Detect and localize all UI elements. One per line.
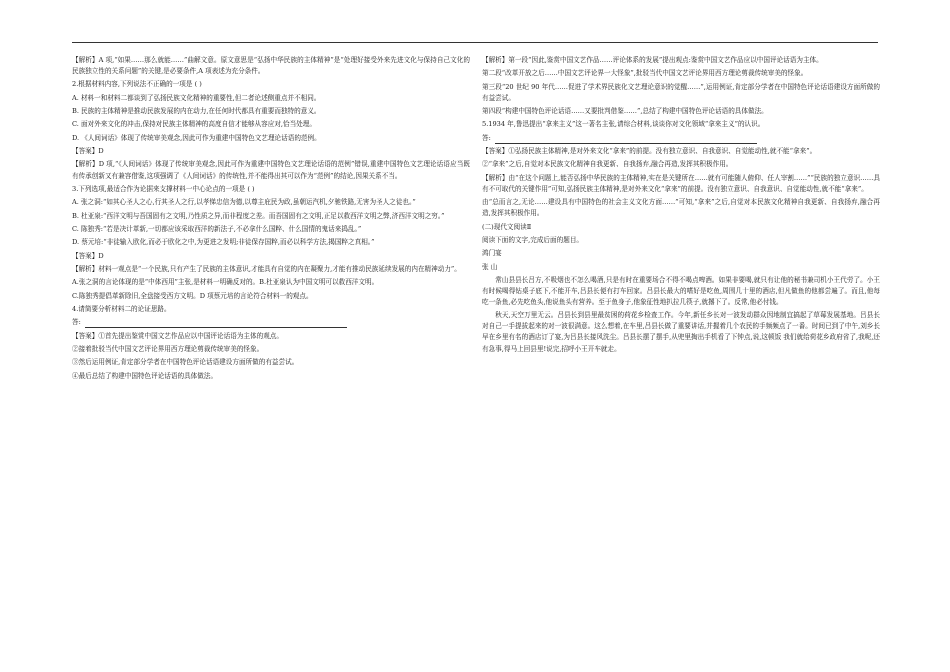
question-2: 2.根据材料内容,下列说法不正确的一项是 ( )	[72, 80, 202, 89]
answer-2: 【答案】D	[72, 147, 104, 156]
answer-4-4: ④最后总结了构建中国特色评论话语的具体做法。	[72, 371, 218, 380]
answer-3: 【答案】D	[72, 251, 104, 260]
story-paragraph-1: 常山县县长吕方,不吸烟也不怎么喝酒,只是有时在重要场合不得不喝点啤酒。如果非要喝,就只有让他的秘书兼司机小王代劳了。小王有时候喝得钻桌子底下,不能开车,吕县长便有打车回家。吕县长最大的嗜好是吃鱼,周围几十里的酒店,但凡做鱼的他都尝遍了。而且,他每吃一条鱼,必先吃鱼头,他说鱼头有营养。至于鱼身子,他象征性地扒拉几筷子,就撂下了。反常,他必付钱。	[482, 275, 880, 307]
option-2a: A. 材料一和材料二都谈到了弘扬民族文化精神的重要性,但二者论述侧重点并不相同。	[72, 93, 321, 102]
analysis-5-1: 【解析】由“在这个问题上,能否弘扬中华民族的主体精神,实在是关键所在……就有可能随人俯仰、任人宰割……”“民族的独立意识……具有不可取代的关键作用”可知,弘扬民族主体精神,是对外来文化“拿来”的前提。没有独立意识、自我意识、自觉能动性,就不能“拿来”。	[482, 173, 880, 193]
analysis-3: 【解析】材料一观点是“一个民族,只有产生了民族的主体意识,才能具有自觉的内在凝聚力,才能有推动民族延续发展的内在精神动力”。	[72, 264, 461, 273]
option-3c: C. 陈独秀:“若是决计革新,一切都应该采取西洋的新法子,不必拿什么国粹、什么国情的鬼话来捣乱。”	[72, 224, 362, 233]
header-rule	[72, 42, 878, 43]
question-4: 4.请简要分析材料二的论证思路。	[72, 304, 171, 313]
question-5: 5.1934 年,鲁迅提出“拿来主义”这一著名主张,请综合材料,谈谈你对文化领域“拿来主义”的认识。	[482, 120, 765, 129]
option-3d: D. 蔡元培:“非徒输入欧化,而必于欧化之中,为更进之发明;非徒保存国粹,而必以科学方法,揭国粹之真相。”	[72, 238, 375, 247]
answer-4-3: ③然后运用例证,肯定部分学者在中国特色评论话语建设方面所做的有益尝试。	[72, 358, 299, 367]
analysis-4-p3: 第三段“20 世纪 90 年代……促进了学术界民族化文艺理论意识的觉醒……”,运用例证,肯定部分学者在中国特色评论话语建设方面所做的有益尝试。	[482, 82, 880, 102]
reading-instruction: 阅读下面的文字,完成后面的题目。	[482, 235, 584, 244]
analysis-3-cd: C.陈独秀提倡革新除旧,全盘接受西方文明。D 项蔡元培的言论符合材料一的观点。	[72, 291, 313, 300]
story-title: 鸿门宴	[482, 249, 502, 258]
answer-4-2: ②接着批驳当代中国文艺评论界用西方理论剪裁传统审美的怪象。	[72, 344, 264, 353]
analysis-2: 【解析】D 项,“《人间词话》体现了传统审美观念,因此可作为重建中国特色文艺理论话语的范例”错误,重建中国特色文艺理论话语应当既有传承创新又有兼容借鉴,这项强调了《人间词话》的传统性,并不能得出其可以作为“范例”的结论,因果关系不当。	[72, 160, 470, 180]
analysis-4-p2: 第二段“改革开放之后……中国文艺评论界一大怪象”,批驳当代中国文艺评论界用西方理论剪裁传统审美的怪象。	[482, 69, 808, 78]
analysis-q1: 【解析】A 项,“如果……那么就能……”曲解文意。原文意思是“弘扬中华民族的主体精神”是“处理好接受外来先进文化与保持自己文化的民族独立性的关系问题”的关键,是必要条件,A 项表述为充分条件。	[72, 56, 470, 76]
answer-line-5	[482, 133, 880, 144]
option-3b: B. 杜亚泉:“西洋文明与吾国固有之文明,乃性质之异,而非程度之差。而吾国固有之文明,正足以救西洋文明之弊,济西洋文明之穷。”	[72, 211, 445, 220]
answer-line-4	[72, 317, 470, 328]
answer-prefix: 答:	[482, 133, 491, 142]
section-heading: (二)现代文阅读Ⅱ	[482, 222, 532, 231]
story-author: 张 山	[482, 262, 498, 271]
answer-prefix: 答:	[72, 318, 81, 327]
analysis-3-ab: A.张之洞的言论体现的是“中体西用”主张,是材料一明确反对的。B.杜亚泉认为中国文明可以救西洋文明。	[72, 278, 379, 287]
story-paragraph-2: 秋天,天空万里无云。吕县长到县里最贫困的荷花乡检查工作。今年,新任乡长对一波发动群众因地制宜搞起了草莓发展基地。吕县长对自己一手提拔起来的对一波很满意。这么想着,在车里,吕县长做了重要讲话,并握着几个农民的手频频点了一番。时间已到了中午,刘乡长早在乡里有名的酒店订了宴,为吕县长接风洗尘。吕县长摆了摆手,从兜里掏出手机看了下钟点,说,这顿饭 我们就给荷花乡政府省了,我呢,还有急事,得马上回县里!说完,招呼小王开车就走。	[482, 311, 880, 353]
answer-4-1: 【答案】①首先提出鉴赏中国文艺作品应以中国评论话语为主体的观点。	[72, 331, 283, 340]
answer-blank-4	[85, 320, 347, 328]
analysis-4-p4: 第四段“构建中国特色评论话语……又要批判借鉴……”,总结了构建中国特色评论话语的具体做法。	[482, 107, 768, 116]
left-column	[72, 55, 470, 384]
answer-blank-5	[495, 136, 757, 144]
option-2b: B. 民族的主体精神是推动民族发展的内在动力,在任何时代都具有重要而独特的意义。	[72, 107, 321, 116]
question-3: 3.下列选项,最适合作为论据来支撑材料一中心论点的一项是 ( )	[72, 184, 255, 193]
analysis-5-2: 由“总而言之,无论……建设具有中国特色的社会主义文化方面……”可知,“拿来”之后,自觉对本民族文化精神自我更新、自我扬弃,融合再造,发挥其积极作用。	[482, 198, 880, 218]
answer-5-1: 【答案】①弘扬民族主体精神,是对外来文化“拿来”的前提。没有独立意识、自我意识、自觉能动性,就不能“拿来”。	[482, 147, 817, 156]
right-column	[482, 55, 880, 357]
answer-5-2: ②“拿来”之后,自觉对本民族文化精神自我更新、自我扬弃,融合再造,发挥其积极作用。	[482, 160, 733, 169]
option-2c: C. 面对外来文化的冲击,保持对民族主体精神的高度自信才能够从容应对,恰当处理。	[72, 120, 316, 129]
analysis-4-p1: 【解析】第一段“因此,鉴赏中国文艺作品……评论体系的发展”提出观点:鉴赏中国文艺作品应以中国评论话语为主体。	[482, 56, 823, 64]
option-2d: D. 《人间词话》体现了传统审美观念,因此可作为重建中国特色文艺理论话语的范例。	[72, 133, 321, 142]
option-3a: A. 张之洞:“如其心圣人之心,行其圣人之行,以孝悌忠信为德,以尊主庇民为政,虽朝运汽机,夕驰铁路,无害为圣人之徒也。”	[72, 198, 416, 207]
